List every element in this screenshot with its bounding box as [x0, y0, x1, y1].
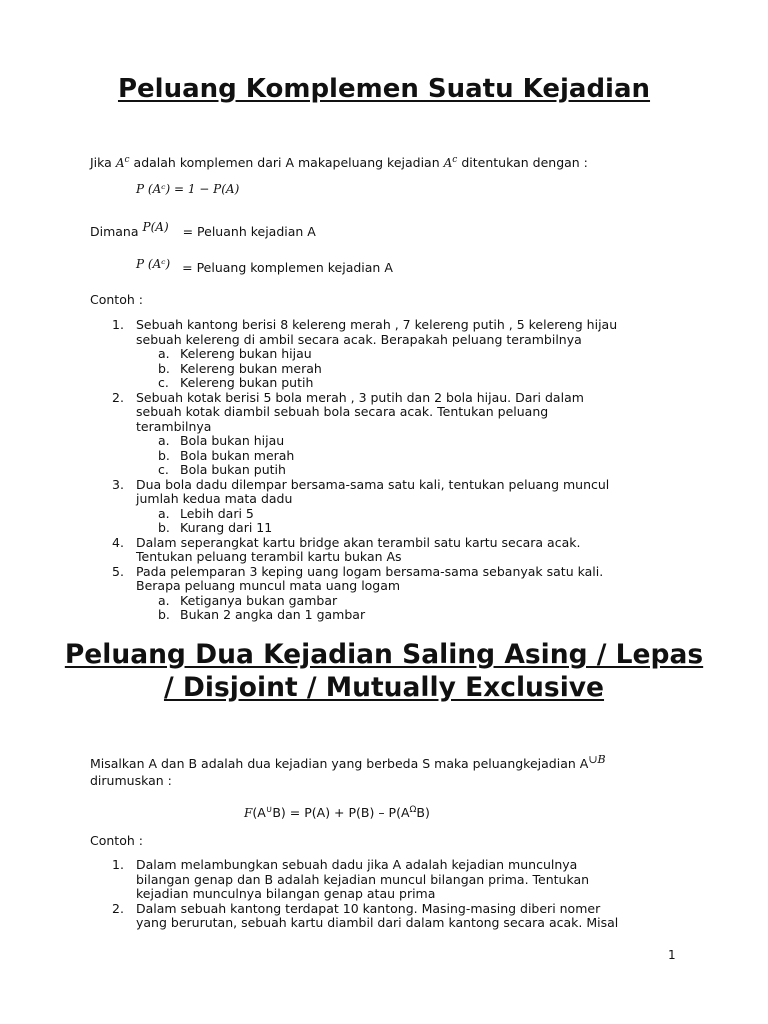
- list-item: [90, 858, 690, 902]
- list-item: [90, 391, 690, 435]
- list-item: [90, 536, 690, 565]
- disjoint-intro-line2: dirumuskan :: [90, 773, 172, 788]
- sub-item: [90, 376, 690, 391]
- list-item-number: 5.: [112, 563, 124, 579]
- section1-title: Peluang Komplemen Suatu Kejadian: [117, 74, 651, 104]
- contoh-label-2: Contoh :: [90, 833, 143, 848]
- pac-symbol: P (Aᶜ): [136, 257, 171, 271]
- example-list-1: [90, 318, 690, 623]
- sub-item-letter: c.: [158, 462, 169, 477]
- page-number: 1: [668, 948, 676, 962]
- list-item-text: Dalam melambungkan sebuah dadu jika A adalah kejadian munculnya: [136, 857, 578, 872]
- list-item-text: Pada pelemparan 3 keping uang logam bersama-sama sebanyak satu kali.: [136, 563, 604, 579]
- sub-item-letter: b.: [158, 447, 170, 463]
- list-item-text: Sebuah kantong berisi 8 kelereng merah , 7 kelereng putih , 5 kelereng hijau: [136, 317, 618, 332]
- list-item-text: kejadian munculnya bilangan genap atau prima: [136, 886, 436, 901]
- sub-item-letter: a.: [158, 346, 170, 361]
- sub-item: [90, 521, 690, 536]
- list-item-text: Berapa peluang muncul mata uang logam: [136, 578, 401, 593]
- list-item-text: Dua bola dadu dilempar bersama-sama satu kali, tentukan peluang muncul: [136, 476, 610, 492]
- sub-item-letter: a.: [158, 433, 170, 448]
- complement-intro: Jika $A^c$ adalah komplemen dari A makapeluang kejadian $A^c$ ditentukan dengan :: [90, 155, 588, 170]
- list-item-text: sebuah kotak diambil sebuah bola secara acak. Tentukan peluang: [136, 404, 549, 419]
- list-item-text: bilangan genap dan B adalah kejadian muncul bilangan prima. Tentukan: [136, 871, 590, 887]
- sub-item-letter: b.: [158, 607, 170, 622]
- sub-item-letter: a.: [158, 505, 170, 521]
- complement-formula: P (Aᶜ) = 1 − P(A): [136, 182, 240, 196]
- list-item-text: yang berurutan, sebuah kartu diambil dari dalam kantong secara acak. Misal: [136, 915, 619, 930]
- list-item: [90, 318, 690, 347]
- pac-line: P (Aᶜ) = Peluang komplemen kejadian A: [136, 257, 393, 275]
- list-item: [90, 902, 690, 931]
- sub-item: [90, 594, 690, 609]
- section2-title: Peluang Dua Kejadian Saling Asing / Lepas / Disjoint / Mutually Exclusive: [64, 639, 704, 703]
- sub-item: [90, 463, 690, 478]
- list-item: [90, 565, 690, 594]
- sub-item-text: Kurang dari 11: [180, 520, 273, 535]
- list-item: [90, 478, 690, 507]
- disjoint-intro-line1: Misalkan A dan B adalah dua kejadian yang berbeda S maka peluangkejadian A∪B: [90, 753, 606, 772]
- list-item-text: Dalam sebuah kantong terdapat 10 kantong. Masing-masing diberi nomer: [136, 900, 601, 916]
- list-item-number: 1.: [112, 317, 124, 332]
- sub-item-text: Kelereng bukan merah: [180, 360, 322, 376]
- contoh-label-1: Contoh :: [90, 292, 143, 307]
- list-item-text: Sebuah kotak berisi 5 bola merah , 3 putih dan 2 bola hijau. Dari dalam: [136, 389, 584, 405]
- sub-item-text: Ketiganya bukan gambar: [180, 592, 338, 608]
- sub-item: [90, 362, 690, 377]
- dimana-line: Dimana P(A) = Peluanh kejadian A: [90, 220, 316, 239]
- sub-item-letter: c.: [158, 375, 169, 390]
- sub-item: [90, 434, 690, 449]
- example-list-2: [90, 858, 690, 931]
- list-item-text: terambilnya: [136, 418, 212, 434]
- list-item-text: sebuah kelereng di ambil secara acak. Berapakah peluang terambilnya: [136, 331, 582, 347]
- sub-item-text: Bola bukan merah: [180, 447, 295, 463]
- sub-item-text: Bukan 2 angka dan 1 gambar: [180, 607, 366, 622]
- list-item-text: jumlah kedua mata dadu: [136, 491, 293, 506]
- sub-item-letter: b.: [158, 360, 170, 376]
- list-item-number: 2.: [112, 389, 124, 405]
- list-item-number: 4.: [112, 534, 124, 550]
- complement-symbol: $A^c$: [115, 155, 130, 170]
- sub-item-text: Kelereng bukan putih: [180, 375, 314, 390]
- list-item-text: Dalam seperangkat kartu bridge akan terambil satu kartu secara acak.: [136, 534, 581, 550]
- list-item-number: 1.: [112, 857, 124, 872]
- sub-item-text: Kelereng bukan hijau: [180, 346, 312, 361]
- pa-symbol: P(A): [142, 220, 169, 234]
- list-item-text: Tentukan peluang terambil kartu bukan As: [136, 549, 402, 564]
- sub-item: [90, 507, 690, 522]
- disjoint-formula: $F(A^\cup B) = P(A) + P(B) - P(A^\Omega B)$: [244, 805, 430, 821]
- sub-item-text: Bola bukan putih: [180, 462, 286, 477]
- sub-item: [90, 608, 690, 623]
- list-item-number: 2.: [112, 900, 124, 916]
- list-item-number: 3.: [112, 476, 124, 492]
- complement-symbol-2: $A^c$: [443, 155, 458, 170]
- sub-item-text: Lebih dari 5: [180, 505, 254, 521]
- sub-item: [90, 347, 690, 362]
- union-symbol: ∪B: [588, 753, 606, 766]
- sub-item: [90, 449, 690, 464]
- sub-item-letter: b.: [158, 520, 170, 535]
- sub-item-text: Bola bukan hijau: [180, 433, 285, 448]
- sub-item-letter: a.: [158, 592, 170, 608]
